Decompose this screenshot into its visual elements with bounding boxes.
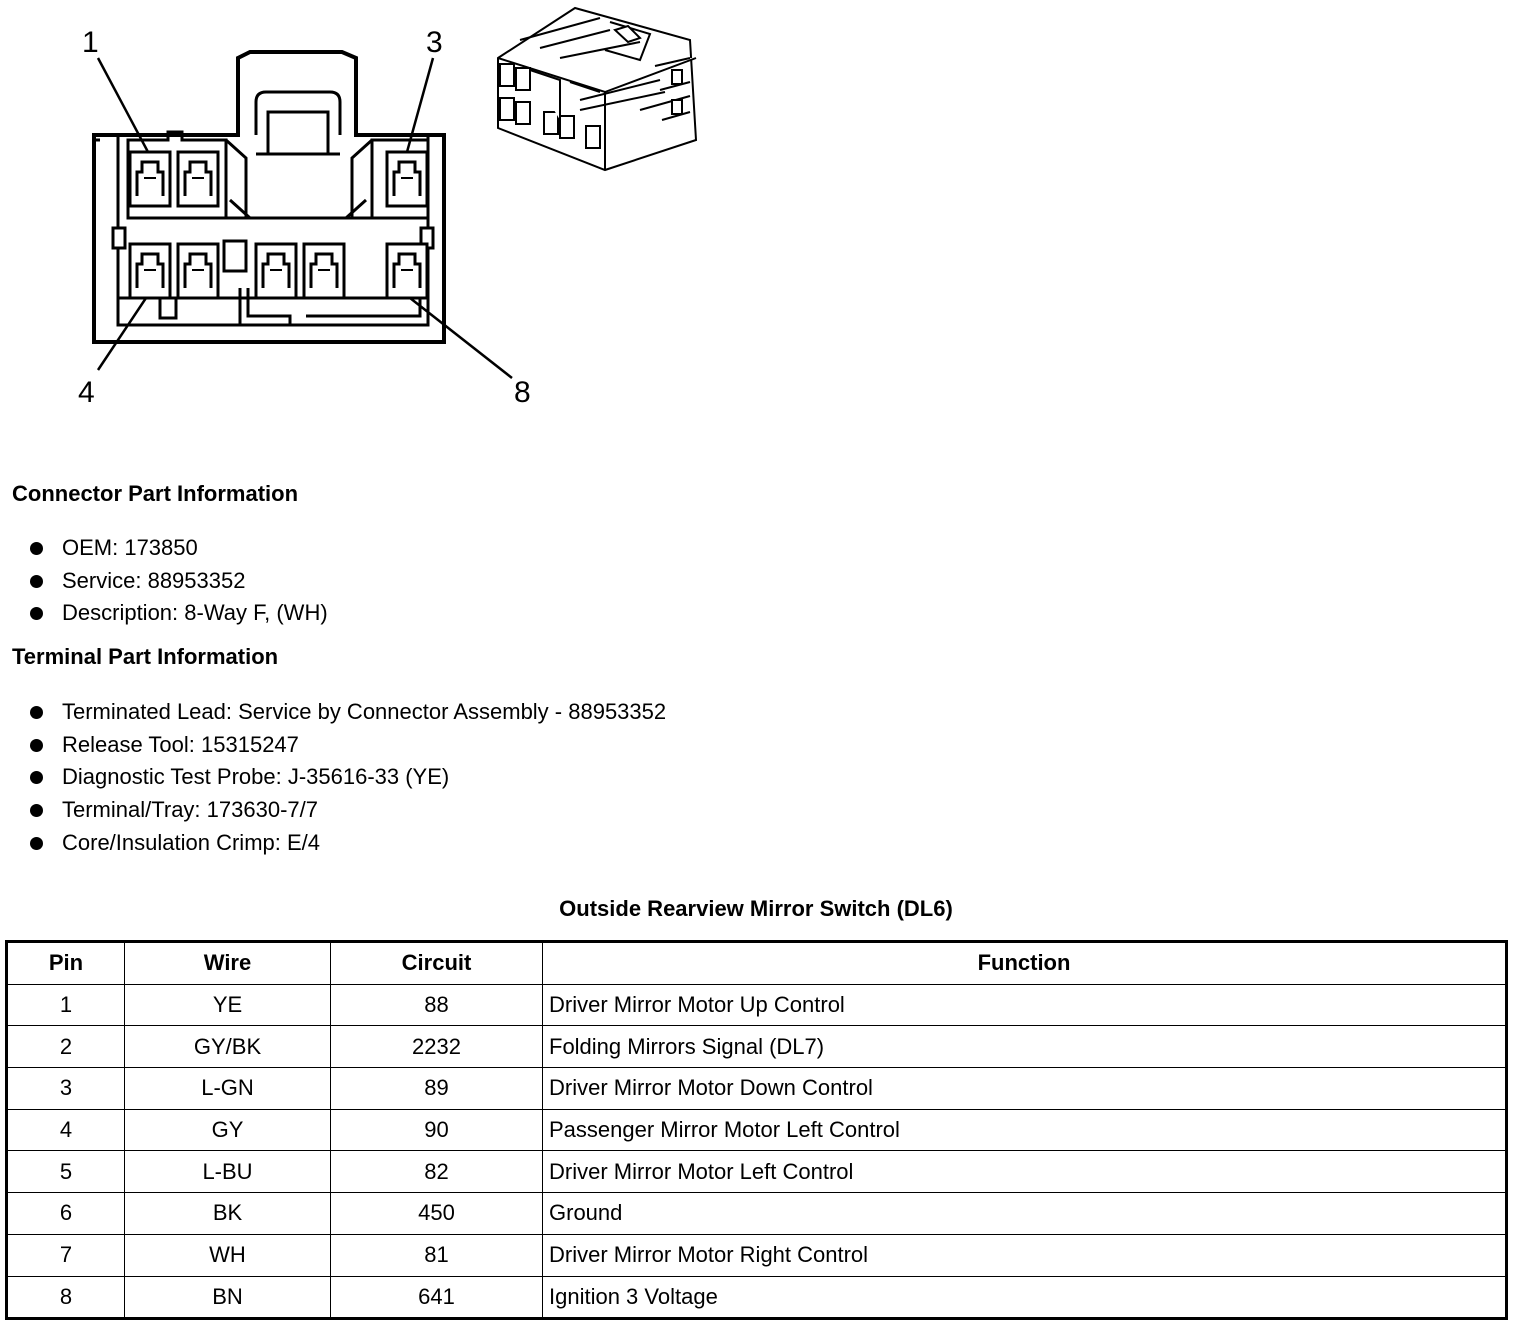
cell-function: Driver Mirror Motor Up Control: [543, 984, 1507, 1026]
pinout-table: [5, 940, 1508, 1320]
cell-wire: BN: [125, 1276, 331, 1319]
list-item: Terminated Lead: Service by Connector Assembly - 88953352: [28, 696, 666, 729]
cell-wire: BK: [125, 1193, 331, 1235]
terminal-part-info-list: [28, 696, 666, 859]
list-item: Core/Insulation Crimp: E/4: [28, 827, 666, 860]
cell-wire: GY: [125, 1109, 331, 1151]
cell-pin: 7: [7, 1234, 125, 1276]
cell-wire: L-GN: [125, 1068, 331, 1110]
connector-3d-illustration: [498, 8, 696, 170]
header-circuit: Circuit: [331, 942, 543, 985]
connector-face-diagram: [0, 0, 720, 420]
cell-pin: 3: [7, 1068, 125, 1110]
connector-part-info-list: [28, 532, 328, 630]
header-function: Function: [543, 942, 1507, 985]
table-row: [7, 1193, 1507, 1235]
cell-pin: 2: [7, 1026, 125, 1068]
pin-callout-3: 3: [426, 26, 443, 59]
list-item: Service: 88953352: [28, 565, 328, 598]
cell-wire: WH: [125, 1234, 331, 1276]
cell-function: Passenger Mirror Motor Left Control: [543, 1109, 1507, 1151]
list-item: Diagnostic Test Probe: J-35616-33 (YE): [28, 761, 666, 794]
cell-pin: 4: [7, 1109, 125, 1151]
cell-pin: 5: [7, 1151, 125, 1193]
table-row: [7, 1234, 1507, 1276]
cell-circuit: 2232: [331, 1026, 543, 1068]
cell-pin: 1: [7, 984, 125, 1026]
cell-wire: YE: [125, 984, 331, 1026]
header-wire: Wire: [125, 942, 331, 985]
cell-function: Driver Mirror Motor Down Control: [543, 1068, 1507, 1110]
cell-function: Driver Mirror Motor Right Control: [543, 1234, 1507, 1276]
table-row: [7, 1151, 1507, 1193]
cell-circuit: 89: [331, 1068, 543, 1110]
terminal-part-info-heading: Terminal Part Information: [12, 644, 279, 669]
cell-wire: L-BU: [125, 1151, 331, 1193]
table-header-row: [7, 942, 1507, 985]
list-item: Release Tool: 15315247: [28, 729, 666, 762]
cell-pin: 6: [7, 1193, 125, 1235]
cell-pin: 8: [7, 1276, 125, 1319]
cell-function: Ground: [543, 1193, 1507, 1235]
cell-circuit: 88: [331, 984, 543, 1026]
cell-function: Driver Mirror Motor Left Control: [543, 1151, 1507, 1193]
cell-circuit: 81: [331, 1234, 543, 1276]
list-item: OEM: 173850: [28, 532, 328, 565]
pin-callout-4: 4: [78, 376, 95, 409]
cell-circuit: 90: [331, 1109, 543, 1151]
pinout-table-title: Outside Rearview Mirror Switch (DL6): [559, 896, 953, 921]
connector-part-info-heading: Connector Part Information: [12, 481, 299, 506]
table-row: [7, 1276, 1507, 1319]
cell-circuit: 450: [331, 1193, 543, 1235]
list-item: Description: 8-Way F, (WH): [28, 597, 328, 630]
table-row: [7, 1068, 1507, 1110]
table-row: [7, 1026, 1507, 1068]
cell-circuit: 82: [331, 1151, 543, 1193]
table-row: [7, 1109, 1507, 1151]
cell-wire: GY/BK: [125, 1026, 331, 1068]
table-row: [7, 984, 1507, 1026]
header-pin: Pin: [7, 942, 125, 985]
list-item: Terminal/Tray: 173630-7/7: [28, 794, 666, 827]
pin-callout-1: 1: [82, 26, 99, 59]
pin-callout-8: 8: [514, 376, 531, 409]
cell-function: Ignition 3 Voltage: [543, 1276, 1507, 1319]
cell-circuit: 641: [331, 1276, 543, 1319]
cell-function: Folding Mirrors Signal (DL7): [543, 1026, 1507, 1068]
